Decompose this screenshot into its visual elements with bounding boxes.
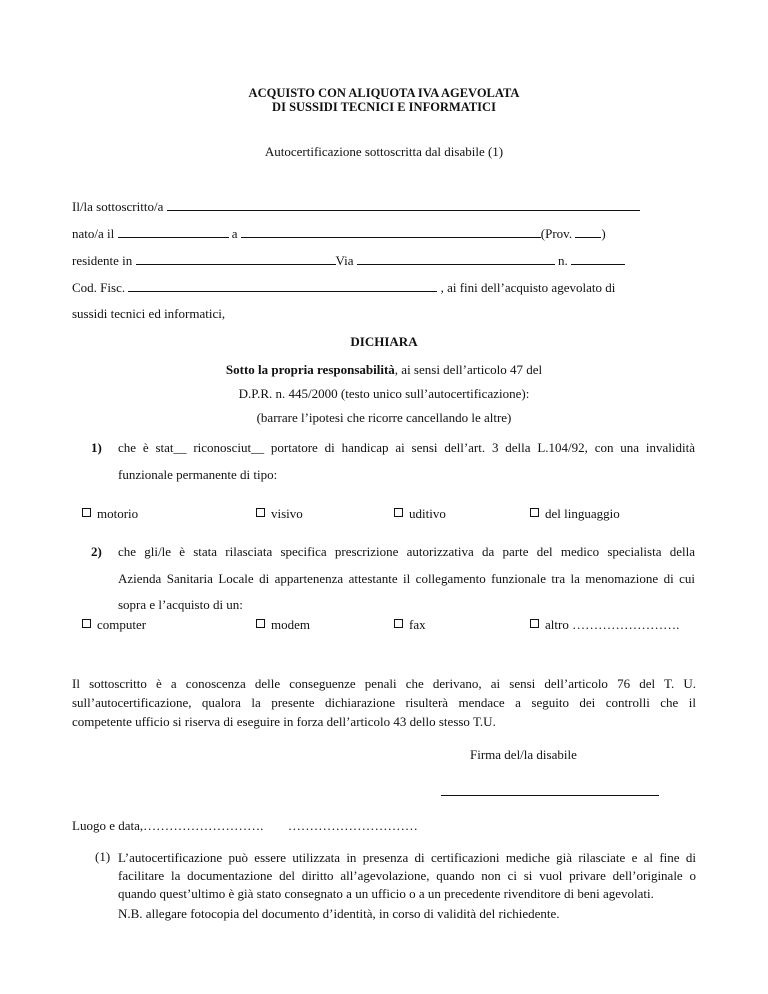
luogo-line [72,818,418,834]
item1-line-2: funzionale permanente di tipo: [118,467,278,482]
responsabilita-line-2: D.P.R. n. 445/2000 (testo unico sull’autocertificazione): [238,386,530,401]
responsabilita-line-3: (barrare l’ipotesi che ricorre cancellando le altre) [256,410,512,425]
penali-line-1: Il sottoscritto è a conoscenza delle conseguenze penali che derivano, ai sensi dell’articolo 76 del T. U. [72,676,696,691]
birth-place-field[interactable] [241,226,541,238]
option-visivo[interactable] [256,506,303,522]
item2-line-2: Azienda Sanitaria Locale di appartenenza attestante il collegamento funzionale tra la menomazione di cui [118,571,695,586]
continuation-text: sussidi tecnici ed informatici, [72,306,226,321]
codfisc-line [72,280,615,296]
residence-field[interactable] [136,253,336,265]
checkbox-icon[interactable] [82,619,91,628]
signature-line[interactable] [441,795,659,796]
penali-paragraph [72,674,696,731]
option-fax[interactable] [394,617,426,633]
number-label: n. [558,253,568,268]
data-field[interactable]: ………………………… [287,818,418,833]
subtitle: Autocertificazione sottoscritta dal disabile (1) [264,144,504,159]
option-uditivo-label: uditivo [409,506,446,521]
note-line-3: quando quest’ultimo è già stato consegnato a un ufficio o a un precedente rivenditore di beni agevolati. [118,886,654,901]
item2-number: 2) [91,544,102,559]
residente-label: residente in [72,253,133,268]
prov-label: (Prov. [540,226,573,241]
penali-line-2: sull’autocertificazione, qualora la presente dichiarazione risulterà mendace a seguito dei controlli che il [72,695,696,710]
luogo-field[interactable]: ………………………. [143,818,264,833]
option-modem-label: modem [271,617,310,632]
responsabilita-block [0,358,768,430]
responsabilita-rest: , ai sensi dell’articolo 47 del [394,362,543,377]
prov-close: ) [601,226,606,241]
option-visivo-label: visivo [271,506,303,521]
residente-line [72,253,625,269]
checkbox-icon[interactable] [82,508,91,517]
luogo-label: Luogo e data, [72,818,144,833]
item2-line-3: sopra e l’acquisto di un: [118,597,243,612]
responsabilita-bold: Sotto la propria responsabilità [225,362,395,377]
note-number: (1) [95,849,111,864]
dichiara-heading: DICHIARA [350,334,418,349]
nato-label: nato/a il [72,226,115,241]
option-altro-label: altro ……………………. [545,617,680,632]
checkbox-icon[interactable] [530,508,539,517]
title-line-1: ACQUISTO CON ALIQUOTA IVA AGEVOLATA [248,86,520,100]
sottoscritto-line [72,199,640,215]
checkbox-icon[interactable] [256,619,265,628]
note-line-2: facilitare la documentazione del diritto all’agevolazione, quando non ci si vuol privare dell’originale o [118,868,696,883]
title-line-2: DI SUSSIDI TECNICI E INFORMATICI [272,100,496,114]
item1-number: 1) [91,440,102,455]
birth-date-field[interactable] [118,226,229,238]
option-linguaggio-label: del linguaggio [545,506,620,521]
option-linguaggio[interactable] [530,506,620,522]
codfisc-field[interactable] [128,280,437,292]
nato-line [72,226,606,242]
sottoscritto-label: Il/la sottoscritto/a [72,199,164,214]
penali-line-3: competente ufficio si riserva di eseguire in forza dell’articolo 43 dello stesso T.U. [72,714,496,729]
option-fax-label: fax [409,617,426,632]
prov-field[interactable] [575,226,601,238]
option-computer-label: computer [97,617,147,632]
option-altro[interactable] [530,617,679,633]
document-title [0,86,768,114]
codfisc-label: Cod. Fisc. [72,280,126,295]
option-motorio-label: motorio [97,506,139,521]
option-uditivo[interactable] [394,506,446,522]
number-field[interactable] [571,253,625,265]
option-modem[interactable] [256,617,310,633]
via-field[interactable] [357,253,555,265]
checkbox-icon[interactable] [530,619,539,628]
note-paragraph [118,849,696,903]
checkbox-icon[interactable] [394,619,403,628]
checkbox-icon[interactable] [394,508,403,517]
sottoscritto-field[interactable] [167,199,640,211]
firma-label: Firma del/la disabile [470,747,577,762]
via-label: Via [335,253,354,268]
item1-line-1: che è stat__ riconosciut__ portatore di handicap ai sensi dell’art. 3 della L.104/92, con una invalidità [118,440,695,455]
option-computer[interactable] [82,617,146,633]
option-motorio[interactable] [82,506,138,522]
responsabilita-line-1 [0,358,768,382]
birth-place-label: a [231,226,238,241]
codfisc-suffix: , ai fini dell’acquisto agevolato di [440,280,616,295]
checkbox-icon[interactable] [256,508,265,517]
item2-line-1: che gli/le è stata rilasciata specifica prescrizione autorizzativa da parte del medico specialista della [118,544,695,559]
note-line-1: L’autocertificazione può essere utilizzata in presenza di certificazioni mediche già rilasciate e al fine di [118,850,696,865]
nb-note: N.B. allegare fotocopia del documento d’identità, in corso di validità del richiedente. [118,906,560,921]
